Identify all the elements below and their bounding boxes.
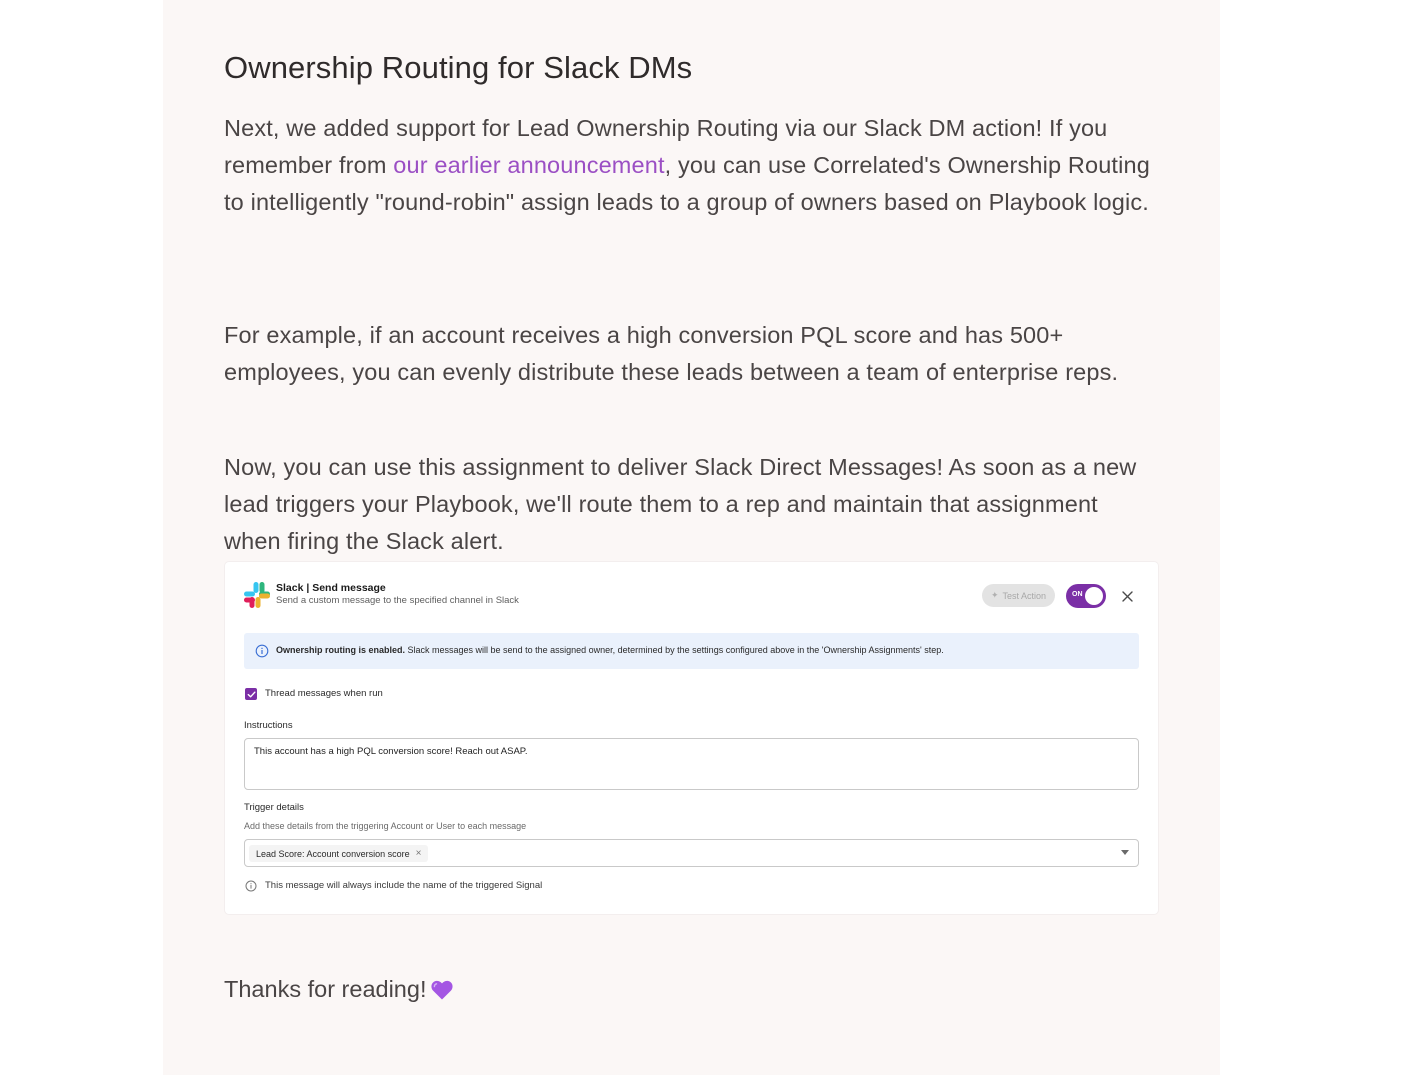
thread-messages-label[interactable]: Thread messages when run	[265, 688, 383, 699]
banner-detail: Slack messages will be send to the assigned owner, determined by the settings configured above in the 'Ownership Assignments' step.	[405, 645, 944, 655]
action-title: Slack | Send message	[276, 582, 386, 594]
toggle-knob	[1085, 587, 1103, 605]
banner-bold: Ownership routing is enabled.	[276, 645, 406, 655]
trigger-chip-label: Lead Score: Account conversion score	[256, 848, 410, 859]
paragraph-example: For example, if an account receives a high conversion PQL score and has 500+ employees, you can evenly distribute these leads between a team of enterprise reps.	[224, 322, 1119, 385]
signal-note: This message will always include the name of the triggered Signal	[265, 880, 543, 891]
close-icon	[1122, 591, 1133, 602]
paragraph-now: Now, you can use this assignment to deliver Slack Direct Messages! As soon as a new lead triggers your Playbook, we'll route them to a rep and maintain that assignment when firing the Slack alert.	[224, 454, 1137, 554]
checkmark-icon	[247, 690, 256, 699]
test-action-button[interactable]	[982, 584, 1055, 607]
paragraph-intro-end: , you can use Correlated's Ownership Routing to intelligently "round-robin" assign leads to a group of owners based on Playbook logic.	[224, 152, 1150, 215]
ownership-routing-banner	[244, 633, 1139, 669]
paragraph-intro-start: Next, we added support for Lead Ownership Routing via our Slack DM action! If you remember from	[224, 115, 1108, 178]
instructions-label: Instructions	[244, 720, 293, 731]
remove-chip-icon[interactable]: ×	[415, 848, 422, 859]
purple-heart-icon	[430, 978, 454, 1002]
thanks-text: Thanks for reading!	[224, 976, 427, 1002]
paragraph-intro	[224, 110, 1159, 221]
enabled-toggle[interactable]	[1066, 584, 1106, 608]
earlier-announcement-link[interactable]: our earlier announcement	[393, 152, 665, 178]
trigger-chip	[249, 845, 428, 862]
trigger-details-select[interactable]	[244, 839, 1139, 867]
instructions-textarea[interactable]: This account has a high PQL conversion score! Reach out ASAP.	[244, 738, 1139, 790]
section-heading: Ownership Routing for Slack DMs	[224, 50, 693, 85]
banner-text	[276, 645, 944, 655]
thread-messages-checkbox[interactable]	[245, 688, 257, 700]
action-subtitle: Send a custom message to the specified channel in Slack	[276, 595, 519, 606]
thanks-line	[224, 971, 454, 1008]
chevron-down-icon[interactable]	[1121, 850, 1129, 855]
trigger-details-label: Trigger details	[244, 802, 304, 813]
slack-action-screenshot	[225, 562, 1158, 914]
close-button[interactable]	[1118, 587, 1136, 605]
toggle-label: ON	[1072, 591, 1083, 598]
slack-logo-icon	[243, 581, 271, 609]
test-action-label: Test Action	[1002, 590, 1047, 601]
info-outline-icon	[245, 880, 257, 892]
bolt-icon: ✦	[990, 590, 999, 600]
info-icon	[255, 644, 269, 658]
trigger-details-help: Add these details from the triggering Account or User to each message	[244, 821, 527, 831]
